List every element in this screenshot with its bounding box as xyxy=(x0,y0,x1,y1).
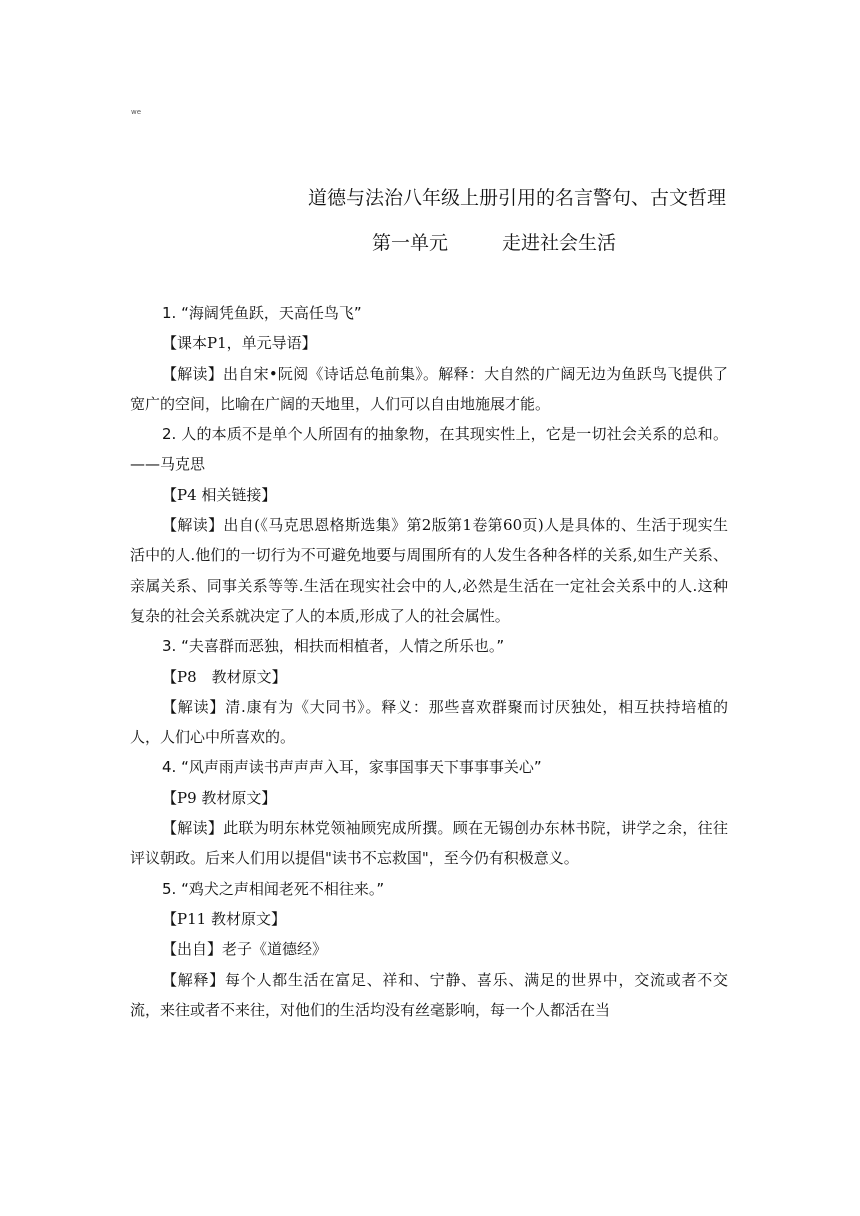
unit-number: 第一单元 xyxy=(372,232,449,254)
entry-5-quote: 5. “鸡犬之声相闻老死不相往来。” xyxy=(162,879,385,898)
entry-4-interpretation: 【解读】此联为明东林党领袖顾宪成所撰。顾在无锡创办东林书院，讲学之余，往往评议朝政。后来人们用以提倡"读书不忘救国"，至今仍有积极意义。 xyxy=(130,819,728,868)
unit-heading xyxy=(372,229,616,257)
corner-mark: we xyxy=(131,108,142,116)
entry-2-quote: 2. 人的本质不是单个人所固有的抽象物，在其现实性上，它是一切社会关系的总和。——马克思 xyxy=(130,425,728,474)
document-title: 道德与法治八年级上册引用的名言警句、古文哲理 xyxy=(307,187,726,209)
entry-4-source: 【P9 教材原文】 xyxy=(162,788,277,807)
entry-5-interpretation: 【解释】每个人都生活在富足、祥和、宁静、喜乐、满足的世界中，交流或者不交流，来往或者不来往，对他们的生活均没有丝毫影响，每一个人都活在当 xyxy=(130,970,728,1019)
entry-3-quote: 3. “夫喜群而恶独，相扶而相植者，人情之所乐也。” xyxy=(162,637,505,656)
entry-2-source: 【P4 相关链接】 xyxy=(162,485,277,504)
entry-1-quote: 1. “海阔凭鱼跃，天高任鸟飞” xyxy=(162,304,362,322)
entry-5-source: 【P11 教材原文】 xyxy=(162,909,286,928)
entry-3-interpretation: 【解读】清.康有为《大同书》。释义：那些喜欢群聚而讨厌独处，相互扶持培植的人，人们心中所喜欢的。 xyxy=(130,697,728,747)
entry-4-quote: 4. “风声雨声读书声声声入耳，家事国事天下事事事关心” xyxy=(162,758,542,777)
document-body xyxy=(130,298,728,1025)
entry-1-interpretation: 【解读】出自宋•阮阅《诗话总龟前集》。解释：大自然的广阔无边为鱼跃鸟飞提供了宽广的空间，比喻在广阔的天地里，人们可以自由地施展才能。 xyxy=(130,364,728,413)
entry-3-source: 【P8 教材原文】 xyxy=(162,667,287,686)
entry-1-source: 【课本P1，单元导语】 xyxy=(162,334,317,353)
unit-name: 走进社会生活 xyxy=(502,232,617,254)
entry-5-origin: 【出自】老子《道德经》 xyxy=(162,940,328,959)
entry-2-interpretation: 【解读】出自(《马克思恩格斯选集》第2版第1卷第60页)人是具体的、生活于现实生活中的人.他们的一切行为不可避免地要与周围所有的人发生各种各样的关系,如生产关系、亲属关系、同事关系等等.生活在现实社会中的人,必然是生活在一定社会关系中的人.这种复杂的社会关系就决定了人的本质,形成了人的社会属性。 xyxy=(130,516,728,625)
